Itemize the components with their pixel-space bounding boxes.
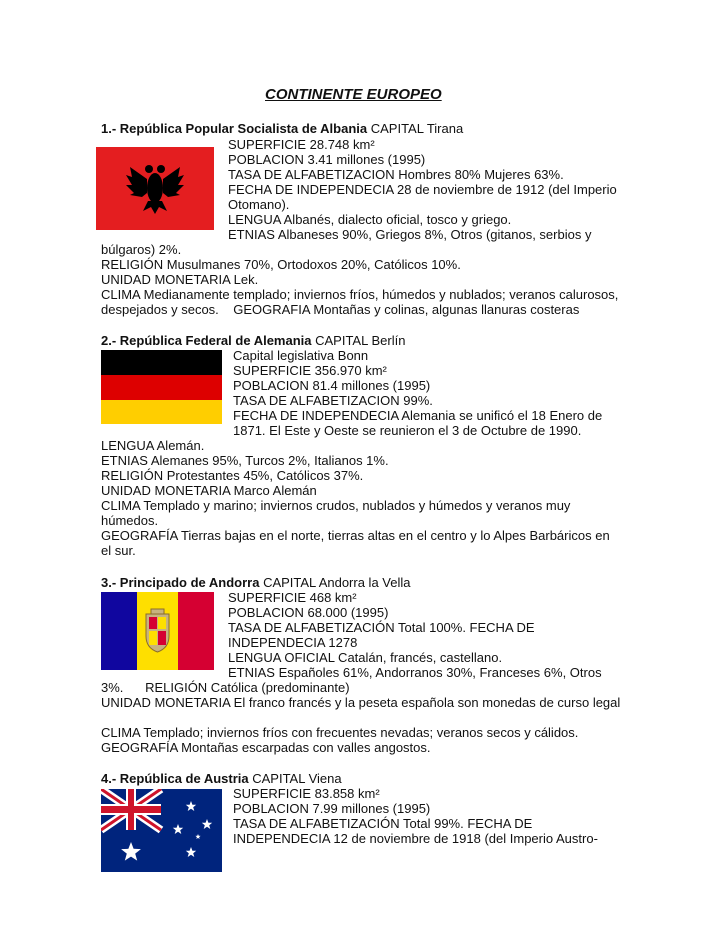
alemania-name: República Federal de Alemania bbox=[119, 333, 312, 348]
austria-tasa-line1: TASA DE ALFABETIZACIÓN Total 99%. FECHA DE bbox=[233, 816, 533, 831]
andorra-tasa-line1: TASA DE ALFABETIZACIÓN Total 100%. FECHA DE bbox=[228, 620, 535, 635]
alemania-geografia-line1: GEOGRAFÍA Tierras bajas en el norte, tierras altas en el centro y lo Alpes Barbáricos en bbox=[101, 528, 610, 543]
alemania-lengua: LENGUA Alemán. bbox=[101, 438, 205, 453]
albania-superficie: SUPERFICIE 28.748 km² bbox=[228, 137, 375, 152]
alemania-fecha-line1: FECHA DE INDEPENDECIA Alemania se unificó el 18 Enero de bbox=[233, 408, 603, 423]
andorra-poblacion: POBLACION 68.000 (1995) bbox=[228, 605, 389, 620]
andorra-tasa-line2: INDEPENDECIA 1278 bbox=[228, 635, 358, 650]
albania-heading bbox=[101, 121, 463, 136]
alemania-legislativa: Capital legislativa Bonn bbox=[233, 348, 369, 363]
albania-clima-line2: despejados y secos. GEOGRAFIA Montañas y colinas, algunas llanuras costeras bbox=[101, 302, 580, 317]
germany-flag-image bbox=[101, 350, 222, 424]
alemania-heading bbox=[101, 333, 405, 348]
albania-fecha-line1: FECHA DE INDEPENDECIA 28 de noviembre de 1912 (del Imperio bbox=[228, 182, 617, 197]
andorra-capital: CAPITAL Andorra la Vella bbox=[259, 575, 411, 590]
albania-name: República Popular Socialista de Albania bbox=[119, 121, 368, 136]
andorra-moneda: UNIDAD MONETARIA El franco francés y la peseta española son monedas de curso legal bbox=[101, 695, 621, 710]
albania-etnias-line1: ETNIAS Albaneses 90%, Griegos 8%, Otros (gitanos, serbios y bbox=[228, 227, 592, 242]
andorra-etnias-line1: ETNIAS Españoles 61%, Andorranos 30%, Franceses 6%, Otros bbox=[228, 665, 602, 680]
alemania-moneda: UNIDAD MONETARIA Marco Alemán bbox=[101, 483, 317, 498]
andorra-geografia: GEOGRAFÍA Montañas escarpadas con valles angostos. bbox=[101, 740, 431, 755]
albania-flag bbox=[96, 147, 214, 230]
andorra-number: 3.- bbox=[101, 575, 120, 590]
alemania-fecha-line2: 1871. El Este y Oeste se reunieron el 3 de Octubre de 1990. bbox=[233, 423, 582, 438]
alemania-capital: CAPITAL Berlín bbox=[311, 333, 406, 348]
alemania-etnias: ETNIAS Alemanes 95%, Turcos 2%, Italianos 1%. bbox=[101, 453, 389, 468]
albania-fecha-line2: Otomano). bbox=[228, 197, 290, 212]
austria-tasa-line2: INDEPENDECIA 12 de noviembre de 1918 (del Imperio Austro- bbox=[233, 831, 598, 846]
albania-religion: RELIGIÓN Musulmanes 70%, Ortodoxos 20%, Católicos 10%. bbox=[101, 257, 461, 272]
alemania-superficie: SUPERFICIE 356.970 km² bbox=[233, 363, 387, 378]
andorra-flag bbox=[101, 592, 214, 670]
andorra-clima: CLIMA Templado; inviernos fríos con frecuentes nevadas; veranos secos y cálidos. bbox=[101, 725, 579, 740]
albania-etnias-line2: búlgaros) 2%. bbox=[101, 242, 182, 257]
austria-poblacion: POBLACION 7.99 millones (1995) bbox=[233, 801, 431, 816]
austria-superficie: SUPERFICIE 83.858 km² bbox=[233, 786, 380, 801]
austria-capital: CAPITAL Viena bbox=[248, 771, 342, 786]
germany-flag bbox=[101, 350, 222, 424]
albania-capital: CAPITAL Tirana bbox=[367, 121, 464, 136]
alemania-geografia-line2: el sur. bbox=[101, 543, 136, 558]
austria-flag-image bbox=[101, 789, 222, 872]
albania-tasa: TASA DE ALFABETIZACION Hombres 80% Mujeres 63%. bbox=[228, 167, 564, 182]
albania-lengua: LENGUA Albanés, dialecto oficial, tosco y griego. bbox=[228, 212, 512, 227]
austria-number: 4.- bbox=[101, 771, 120, 786]
andorra-name: Principado de Andorra bbox=[119, 575, 260, 590]
alemania-poblacion: POBLACION 81.4 millones (1995) bbox=[233, 378, 431, 393]
andorra-etnias-line2: 3%. RELIGIÓN Católica (predominante) bbox=[101, 680, 350, 695]
andorra-lengua: LENGUA OFICIAL Catalán, francés, castellano. bbox=[228, 650, 503, 665]
andorra-flag-image bbox=[101, 592, 214, 670]
albania-number: 1.- bbox=[101, 121, 120, 136]
page-title: CONTINENTE EUROPEO bbox=[265, 86, 442, 103]
alemania-tasa: TASA DE ALFABETIZACION 99%. bbox=[233, 393, 433, 408]
alemania-clima-line1: CLIMA Templado y marino; inviernos crudos, nublados y húmedos y veranos muy bbox=[101, 498, 571, 513]
alemania-number: 2.- bbox=[101, 333, 120, 348]
alemania-religion: RELIGIÓN Protestantes 45%, Católicos 37%. bbox=[101, 468, 364, 483]
austria-name: República de Austria bbox=[119, 771, 249, 786]
albania-poblacion: POBLACION 3.41 millones (1995) bbox=[228, 152, 426, 167]
austria-heading bbox=[101, 771, 342, 786]
albania-flag-image bbox=[96, 147, 214, 230]
andorra-heading bbox=[101, 575, 410, 590]
alemania-clima-line2: húmedos. bbox=[101, 513, 159, 528]
albania-clima-line1: CLIMA Medianamente templado; inviernos fríos, húmedos y nublados; veranos calurosos, bbox=[101, 287, 619, 302]
albania-moneda: UNIDAD MONETARIA Lek. bbox=[101, 272, 259, 287]
austria-flag bbox=[101, 789, 222, 872]
andorra-superficie: SUPERFICIE 468 km² bbox=[228, 590, 357, 605]
